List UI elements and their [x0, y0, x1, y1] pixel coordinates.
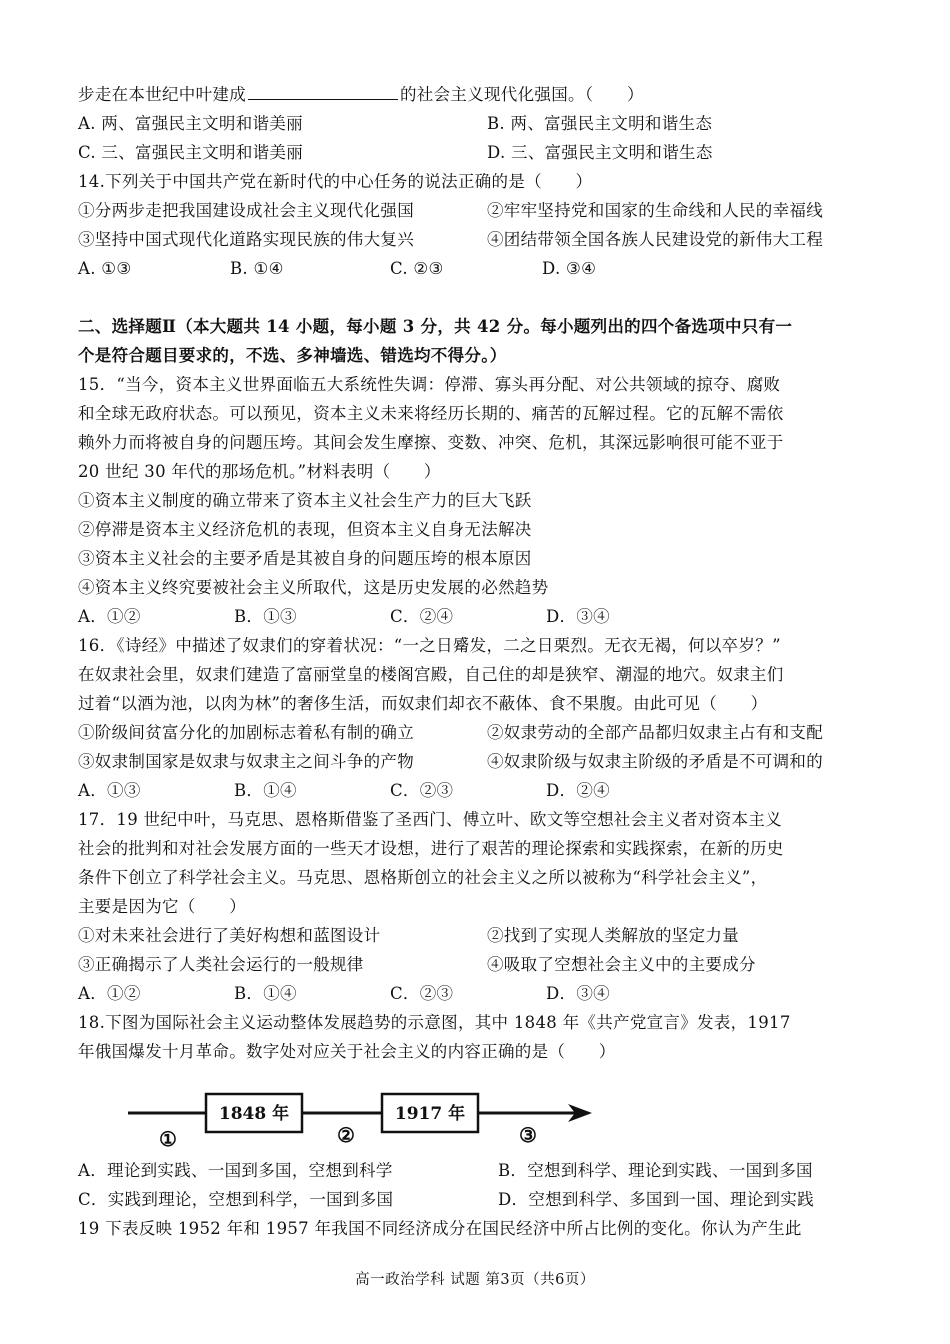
q15-statement-1: ①资本主义制度的确立带来了资本主义社会生产力的巨大飞跃 [78, 491, 532, 510]
q18-options-cd [78, 1185, 878, 1214]
q18-option-a: A．理论到实践、一国到多国，空想到科学 [78, 1161, 393, 1180]
q17-statements-34 [78, 950, 878, 979]
page-footer: 高一政治学科 试题 第3页（共6页） [355, 1272, 595, 1288]
q14-options [78, 254, 878, 283]
q18-stem-line2: 年俄国爆发十月革命。数字处对应关于社会主义的内容正确的是（ ） [78, 1042, 616, 1061]
q13-options-ab [78, 109, 878, 138]
q17-statement-4: ④吸取了空想社会主义中的主要成分 [487, 955, 756, 974]
q16-statements-12 [78, 718, 878, 747]
q17-option-b: B．①④ [234, 984, 297, 1003]
q15-option-a: A．①② [78, 607, 141, 626]
q17-statements-12 [78, 921, 878, 950]
q15-statement-2: ②停滞是资本主义经济危机的表现，但资本主义自身无法解决 [78, 520, 532, 539]
section2-heading-line2: 个是符合题目要求的，不选、多神墙选、错选均不得分。） [78, 346, 507, 365]
q14-statement-1: ①分两步走把我国建设成社会主义现代化强国 [78, 201, 414, 220]
q16-option-d: D．②④ [546, 781, 610, 800]
q18-option-b: B．空想到科学、理论到实践、一国到多国 [498, 1161, 813, 1180]
q18-stem-line1: 18.下图为国际社会主义运动整体发展趋势的示意图，其中 1848 年《共产党宣言》发表，1917 [78, 1013, 791, 1032]
q15-option-d: D．③④ [546, 607, 610, 626]
q16-option-b: B．①④ [234, 781, 297, 800]
q17-stem-line3: 条件下创立了科学社会主义。马克思、恩格斯创立的社会主义之所以被称为“科学社会主义”， [78, 868, 768, 887]
q13-option-b: B. 两、富强民主文明和谐生态 [487, 114, 713, 133]
q15-stem-line4: 20 世纪 30 年代的那场危机。”材料表明（ ） [78, 462, 441, 481]
q13-option-d: D. 三、富强民主文明和谐生态 [487, 143, 713, 162]
q16-statement-2: ②奴隶劳动的全部产品都归奴隶主占有和支配 [487, 723, 823, 742]
q15-stem-line2: 和全球无政府状态。可以预见，资本主义未来将经历长期的、痛苦的瓦解过程。它的瓦解不需依 [78, 404, 784, 423]
q14-statements-34 [78, 225, 878, 254]
q18-options-ab [78, 1156, 878, 1185]
q13-options-cd [78, 138, 878, 167]
q15-stem-line3: 赖外力而将被自身的问题压垮。其间会发生摩擦、变数、冲突、危机，其深远影响很可能不亚于 [78, 433, 784, 452]
q16-option-c: C．②③ [390, 781, 454, 800]
timeline-marker-1: ① [159, 1127, 177, 1151]
q16-options [78, 776, 878, 805]
q17-statement-2: ②找到了实现人类解放的坚定力量 [487, 926, 739, 945]
q17-statement-1: ①对未来社会进行了美好构想和蓝图设计 [78, 926, 381, 945]
q16-option-a: A．①③ [78, 781, 141, 800]
q13-stem [78, 80, 878, 109]
q17-stem-line4: 主要是因为它（ ） [78, 897, 246, 916]
q17-stem-line2: 社会的批判和对社会发展方面的一些天才设想，进行了艰苦的理论探索和实践探索，在新的历史 [78, 839, 784, 858]
timeline-diagram [120, 1080, 600, 1152]
q14-statement-2: ②牢牢坚持党和国家的生命线和人民的幸福线 [487, 201, 823, 220]
q14-statements-12 [78, 196, 878, 225]
q17-option-d: D．③④ [546, 984, 610, 1003]
q17-options [78, 979, 878, 1008]
timeline-box-1848-label: 1848 年 [218, 1104, 290, 1124]
q16-statements-34 [78, 747, 878, 776]
q15-option-c: C．②④ [390, 607, 454, 626]
q19-stem-line1: 19 下表反映 1952 年和 1957 年我国不同经济成分在国民经济中所占比例的变化。你认为产生此 [78, 1219, 802, 1238]
timeline-box-1917-label: 1917 年 [394, 1104, 466, 1124]
q13-stem-a: 步走在本世纪中叶建成 [78, 85, 246, 104]
q14-option-d: D. ③④ [542, 259, 597, 278]
q13-option-a: A. 两、富强民主文明和谐美丽 [78, 114, 303, 133]
q17-option-c: C．②③ [390, 984, 454, 1003]
q14-option-c: C. ②③ [390, 259, 444, 278]
q15-statement-4: ④资本主义终究要被社会主义所取代，这是历史发展的必然趋势 [78, 578, 549, 597]
q15-options [78, 602, 878, 631]
q13-blank [248, 81, 398, 100]
q16-statement-4: ④奴隶阶级与奴隶主阶级的矛盾是不可调和的 [487, 752, 823, 771]
q16-stem-line3: 过着“以酒为池，以肉为林”的奢侈生活，而奴隶们却衣不蔽体、食不果腹。由此可见（ ） [78, 694, 768, 713]
q14-statement-3: ③坚持中国式现代化道路实现民族的伟大复兴 [78, 230, 414, 249]
q16-statement-3: ③奴隶制国家是奴隶与奴隶主之间斗争的产物 [78, 752, 414, 771]
q15-statement-3: ③资本主义社会的主要矛盾是其被自身的问题压垮的根本原因 [78, 549, 532, 568]
q13-stem-b: 的社会主义现代化强国。（ ） [400, 85, 644, 104]
q15-stem-line1: 15．“当今，资本主义世界面临五大系统性失调：停滞、寡头再分配、对公共领域的掠夺、腐败 [78, 375, 781, 394]
q18-option-d: D．空想到科学、多国到一国、理论到实践 [498, 1190, 814, 1209]
q17-option-a: A．①② [78, 984, 141, 1003]
timeline-marker-2: ② [337, 1123, 355, 1147]
q15-option-b: B．①③ [234, 607, 297, 626]
timeline-marker-3: ③ [519, 1123, 537, 1147]
q16-stem-line1: 16．《诗经》中描述了奴隶们的穿着状况：“一之日觱发，二之日栗烈。无衣无褐，何以卒岁？” [78, 636, 781, 655]
q18-option-c: C．实践到理论，空想到科学，一国到多国 [78, 1190, 394, 1209]
q14-statement-4: ④团结带领全国各族人民建设党的新伟大工程 [487, 230, 823, 249]
q17-statement-3: ③正确揭示了人类社会运行的一般规律 [78, 955, 364, 974]
q17-stem-line1: 17．19 世纪中叶，马克思、恩格斯借鉴了圣西门、傅立叶、欧文等空想社会主义者对资本主义 [78, 810, 782, 829]
q14-option-a: A. ①③ [78, 259, 132, 278]
q16-stem-line2: 在奴隶社会里，奴隶们建造了富丽堂皇的楼阁宫殿，自己住的却是狭窄、潮湿的地穴。奴隶主们 [78, 665, 784, 684]
section2-heading-line1: 二、选择题Ⅱ（本大题共 14 小题，每小题 3 分，共 42 分。每小题列出的四个备选项中只有一 [78, 317, 793, 336]
q13-option-c: C. 三、富强民主文明和谐美丽 [78, 143, 304, 162]
q16-statement-1: ①阶级间贫富分化的加剧标志着私有制的确立 [78, 723, 414, 742]
q14-stem: 14.下列关于中国共产党在新时代的中心任务的说法正确的是（ ） [78, 172, 593, 191]
q14-option-b: B. ①④ [230, 259, 284, 278]
